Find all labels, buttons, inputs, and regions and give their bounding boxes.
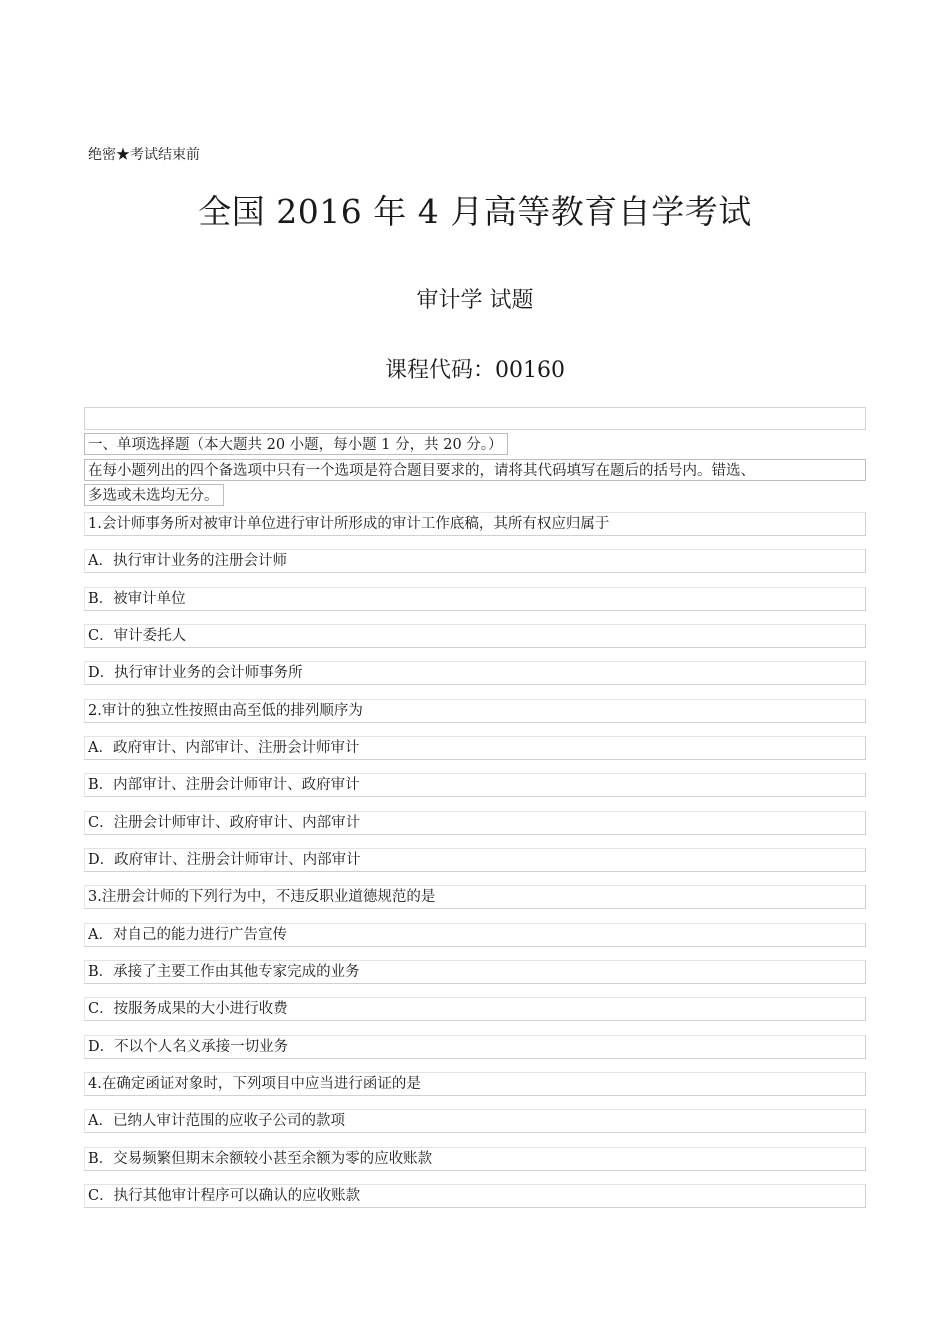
option-row: A．已纳人审计范围的应收子公司的款项 <box>84 1109 866 1133</box>
option-row: D．不以个人名义承接一切业务 <box>84 1035 866 1059</box>
option-row: B．被审计单位 <box>84 587 866 611</box>
option-row: B．承接了主要工作由其他专家完成的业务 <box>84 960 866 984</box>
option-row: A．对自己的能力进行广告宣传 <box>84 923 866 947</box>
instruction-line-1: 在每小题列出的四个备选项中只有一个选项是符合题目要求的，请将其代码填写在题后的括号内。错选、 <box>84 459 866 481</box>
blank-table-row <box>84 407 866 430</box>
option-row: D．政府审计、注册会计师审计、内部审计 <box>84 848 866 872</box>
exam-title: 全国 2016 年 4 月高等教育自学考试 <box>198 192 752 231</box>
instruction-line-2: 多选或未选均无分。 <box>84 484 224 506</box>
option-row: A．执行审计业务的注册会计师 <box>84 549 866 573</box>
question-2: 2.审计的独立性按照由高至低的排列顺序为 <box>84 699 866 723</box>
section-heading: 一、单项选择题（本大题共 20 小题，每小题 1 分，共 20 分。） <box>84 433 508 455</box>
confidential-label: 绝密★考试结束前 <box>88 147 200 163</box>
option-row: C．注册会计师审计、政府审计、内部审计 <box>84 811 866 835</box>
option-row: C．审计委托人 <box>84 624 866 648</box>
exam-subtitle: 审计学 试题 <box>416 288 534 313</box>
option-row: D．执行审计业务的会计师事务所 <box>84 661 866 685</box>
option-row: A．政府审计、内部审计、注册会计师审计 <box>84 736 866 760</box>
question-4: 4.在确定函证对象时，下列项目中应当进行函证的是 <box>84 1072 866 1096</box>
course-code: 课程代码：00160 <box>385 358 565 383</box>
option-row: B．交易频繁但期末余额较小甚至余额为零的应收账款 <box>84 1147 866 1171</box>
question-3: 3.注册会计师的下列行为中，不违反职业道德规范的是 <box>84 885 866 909</box>
option-row: C．按服务成果的大小进行收费 <box>84 997 866 1021</box>
option-row: C．执行其他审计程序可以确认的应收账款 <box>84 1184 866 1208</box>
option-row: B．内部审计、注册会计师审计、政府审计 <box>84 773 866 797</box>
question-1: 1.会计师事务所对被审计单位进行审计所形成的审计工作底稿，其所有权应归属于 <box>84 512 866 536</box>
